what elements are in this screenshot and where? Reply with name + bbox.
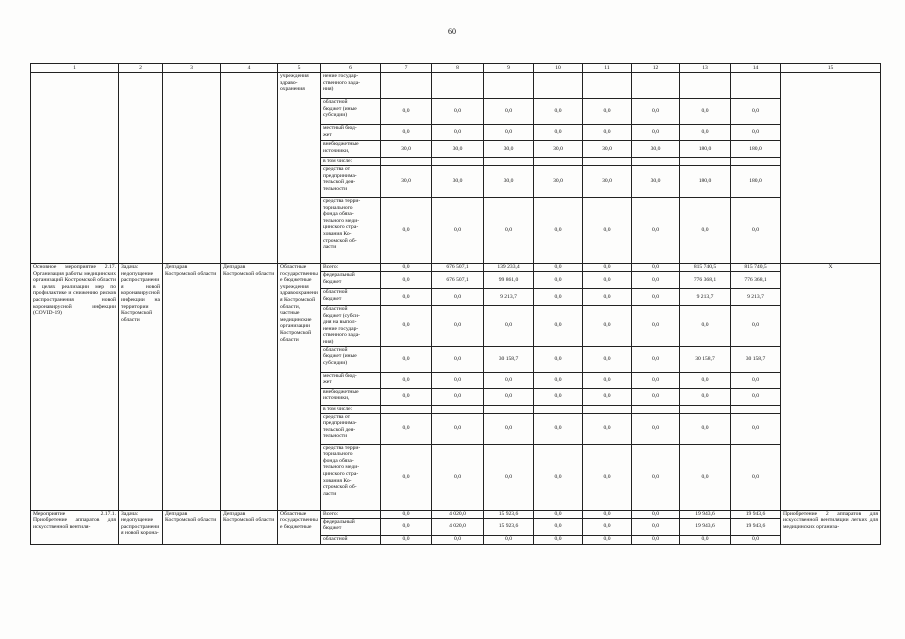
value-cell: 0,0 (583, 198, 632, 264)
value-cell: 0,0 (432, 372, 484, 388)
budget-table (30, 63, 881, 545)
value-cell (534, 405, 583, 413)
value-cell: 9 213,7 (484, 289, 534, 306)
value-cell (381, 158, 432, 166)
top_block-col2 (119, 73, 163, 264)
section_2171-col4: Депздрав Костромской области (221, 510, 278, 544)
column-header-11: 11 (583, 64, 632, 73)
column-header-8: 8 (432, 64, 484, 73)
page-number: 60 (448, 27, 456, 36)
value-cell: 0,0 (680, 444, 731, 510)
value-cell: 0,0 (381, 125, 432, 141)
value-cell: 0,0 (534, 346, 583, 372)
value-cell: 0,0 (381, 306, 432, 347)
section_2171-col15: Приобретение 2 аппаратов для искусственной вентиляции легких для медицинских организа- (781, 510, 881, 544)
column-header-13: 13 (680, 64, 731, 73)
value-cell: 0,0 (381, 264, 432, 272)
value-cell: 0,0 (632, 264, 680, 272)
value-cell: 19 943,6 (680, 518, 731, 535)
value-cell: 0,0 (680, 413, 731, 444)
value-cell: 30,0 (583, 141, 632, 158)
value-cell: 30,0 (632, 141, 680, 158)
section_2171-col2: Задача: недопущение распространения новой корона- (119, 510, 163, 544)
value-cell: 0,0 (534, 372, 583, 388)
value-cell: 0,0 (381, 198, 432, 264)
value-cell: 0,0 (432, 413, 484, 444)
column-header-14: 14 (731, 64, 781, 73)
value-cell: 0,0 (731, 388, 781, 405)
value-cell (731, 73, 781, 99)
column-header-3: 3 (163, 64, 221, 73)
value-cell: 0,0 (680, 306, 731, 347)
value-cell: 0,0 (731, 535, 781, 544)
value-cell: 0,0 (381, 535, 432, 544)
value-cell: 0,0 (632, 388, 680, 405)
value-cell: 0,0 (680, 125, 731, 141)
value-cell: 0,0 (484, 388, 534, 405)
value-cell: 30,0 (534, 166, 583, 198)
value-cell: 30 158,7 (680, 346, 731, 372)
value-cell: 0,0 (632, 518, 680, 535)
section_217-col2: Задача: недопущение распространения новой коронавирусной инфекции на территории Костромской области (119, 264, 163, 511)
value-cell: 30,0 (632, 166, 680, 198)
value-cell (583, 158, 632, 166)
value-cell: 0,0 (534, 444, 583, 510)
funding-source-label: местный бюд- жет (321, 125, 381, 141)
funding-source-label: внебюджетные источники, (321, 388, 381, 405)
value-cell: 0,0 (632, 272, 680, 289)
funding-source-label: в том числе: (321, 405, 381, 413)
section_217-col3: Депздрав Костромской области (163, 264, 221, 511)
value-cell: 30,0 (381, 141, 432, 158)
value-cell: 0,0 (632, 444, 680, 510)
top_block-col5: учреждения здраво- охранения (278, 73, 321, 264)
funding-source-label: Всего: (321, 510, 381, 518)
value-cell: 180,0 (731, 141, 781, 158)
value-cell: 15 923,6 (484, 518, 534, 535)
value-cell (381, 73, 432, 99)
value-cell: 0,0 (632, 125, 680, 141)
value-cell: 0,0 (432, 346, 484, 372)
table-row (31, 510, 881, 518)
column-header-6: 6 (321, 64, 381, 73)
value-cell (484, 158, 534, 166)
value-cell: 0,0 (432, 289, 484, 306)
value-cell: 0,0 (731, 413, 781, 444)
value-cell (680, 73, 731, 99)
value-cell: 0,0 (381, 346, 432, 372)
value-cell (731, 405, 781, 413)
value-cell: 0,0 (432, 535, 484, 544)
section_217-col1: Основное мероприятие 2.17. Организация работы медицинских организаций Костромской области в целях реализации мер по профилактике и снижению рисков распространения новой коронавирусной инфекции (COVID-19) (31, 264, 119, 511)
value-cell: 4 020,0 (432, 518, 484, 535)
value-cell: 0,0 (534, 518, 583, 535)
value-cell: 139 233,4 (484, 264, 534, 272)
value-cell (731, 158, 781, 166)
value-cell: 4 020,0 (432, 510, 484, 518)
value-cell: 19 943,6 (680, 510, 731, 518)
value-cell: 0,0 (583, 125, 632, 141)
value-cell: 0,0 (680, 388, 731, 405)
value-cell: 815 740,5 (731, 264, 781, 272)
value-cell (583, 405, 632, 413)
value-cell (484, 73, 534, 99)
value-cell (381, 405, 432, 413)
value-cell: 0,0 (484, 198, 534, 264)
value-cell: 0,0 (680, 372, 731, 388)
value-cell: 0,0 (432, 125, 484, 141)
value-cell: 0,0 (583, 272, 632, 289)
funding-source-label: средства от предпринима- тельской дея- тельности (321, 413, 381, 444)
funding-source-label: средства терри- ториального фонда обяза- тельного меди- цинского стра- хования Ко- стромской об- ласти (321, 444, 381, 510)
section_2171-col1: Мероприятие 2.17.1. Приобретение аппаратов для искусственной вентиля- (31, 510, 119, 544)
value-cell: 0,0 (731, 444, 781, 510)
value-cell: 776 368,1 (680, 272, 731, 289)
value-cell: 0,0 (534, 198, 583, 264)
value-cell: 0,0 (381, 99, 432, 125)
value-cell: 30,0 (432, 166, 484, 198)
value-cell: 0,0 (583, 510, 632, 518)
section_217-col15: X (781, 264, 881, 511)
value-cell: 0,0 (534, 413, 583, 444)
value-cell: 0,0 (680, 198, 731, 264)
value-cell: 0,0 (632, 346, 680, 372)
value-cell (484, 405, 534, 413)
value-cell: 0,0 (484, 99, 534, 125)
value-cell: 0,0 (632, 510, 680, 518)
funding-source-label: областной бюджет (субси- дия на выпол- нение государ- ственного зада- ния) (321, 306, 381, 347)
value-cell: 9 213,7 (731, 289, 781, 306)
value-cell: 180,0 (680, 166, 731, 198)
value-cell: 0,0 (534, 125, 583, 141)
value-cell: 0,0 (432, 388, 484, 405)
value-cell (680, 158, 731, 166)
funding-source-label: федеральный бюджет (321, 518, 381, 535)
value-cell: 676 507,1 (432, 272, 484, 289)
value-cell: 0,0 (534, 289, 583, 306)
value-cell (432, 73, 484, 99)
value-cell: 0,0 (583, 413, 632, 444)
column-header-15: 15 (781, 64, 881, 73)
value-cell (632, 73, 680, 99)
value-cell: 0,0 (484, 125, 534, 141)
top_block-col1 (31, 73, 119, 264)
value-cell: 0,0 (381, 444, 432, 510)
column-header-2: 2 (119, 64, 163, 73)
section_2171-col5: Областные государственные бюджетные (278, 510, 321, 544)
table-row (31, 264, 881, 272)
value-cell: 676 507,1 (432, 264, 484, 272)
value-cell: 0,0 (484, 535, 534, 544)
value-cell: 0,0 (432, 198, 484, 264)
value-cell (632, 405, 680, 413)
column-header-12: 12 (632, 64, 680, 73)
value-cell: 0,0 (680, 99, 731, 125)
value-cell: 30,0 (484, 166, 534, 198)
value-cell: 0,0 (534, 264, 583, 272)
value-cell: 0,0 (534, 510, 583, 518)
value-cell (680, 405, 731, 413)
value-cell: 0,0 (583, 306, 632, 347)
column-header-row (31, 64, 881, 73)
value-cell: 0,0 (432, 444, 484, 510)
value-cell: 0,0 (381, 388, 432, 405)
value-cell: 180,0 (731, 166, 781, 198)
value-cell: 0,0 (381, 272, 432, 289)
funding-source-label: областной (321, 535, 381, 544)
value-cell: 30,0 (484, 141, 534, 158)
value-cell: 0,0 (731, 99, 781, 125)
column-header-4: 4 (221, 64, 278, 73)
value-cell: 180,0 (680, 141, 731, 158)
value-cell: 0,0 (381, 518, 432, 535)
top_block-col15 (781, 73, 881, 264)
value-cell: 9 213,7 (680, 289, 731, 306)
value-cell: 0,0 (731, 198, 781, 264)
value-cell: 0,0 (632, 289, 680, 306)
value-cell (432, 158, 484, 166)
value-cell: 0,0 (632, 372, 680, 388)
funding-source-label: областной бюджет (иные субсидии) (321, 99, 381, 125)
value-cell: 815 740,5 (680, 264, 731, 272)
value-cell: 0,0 (583, 518, 632, 535)
value-cell: 0,0 (484, 306, 534, 347)
value-cell: 0,0 (432, 306, 484, 347)
value-cell: 0,0 (432, 99, 484, 125)
value-cell: 0,0 (381, 289, 432, 306)
value-cell: 0,0 (583, 346, 632, 372)
value-cell: 30,0 (381, 166, 432, 198)
value-cell: 15 923,6 (484, 510, 534, 518)
funding-source-label: в том числе: (321, 158, 381, 166)
value-cell: 776 368,1 (731, 272, 781, 289)
value-cell: 0,0 (583, 444, 632, 510)
value-cell: 0,0 (632, 413, 680, 444)
funding-source-label: Всего: (321, 264, 381, 272)
value-cell: 0,0 (484, 413, 534, 444)
funding-source-label: местный бюд- жет (321, 372, 381, 388)
value-cell: 0,0 (731, 306, 781, 347)
value-cell: 30 158,7 (484, 346, 534, 372)
column-header-10: 10 (534, 64, 583, 73)
value-cell: 19 943,6 (731, 518, 781, 535)
value-cell (583, 73, 632, 99)
top_block-col4 (221, 73, 278, 264)
value-cell: 0,0 (583, 99, 632, 125)
value-cell: 0,0 (731, 125, 781, 141)
value-cell: 0,0 (632, 99, 680, 125)
value-cell: 0,0 (632, 198, 680, 264)
funding-source-label: нение государ- ственного зада- ния) (321, 73, 381, 99)
value-cell: 0,0 (534, 306, 583, 347)
value-cell (534, 158, 583, 166)
value-cell (632, 158, 680, 166)
column-header-7: 7 (381, 64, 432, 73)
column-header-1: 1 (31, 64, 119, 73)
value-cell: 0,0 (484, 444, 534, 510)
value-cell: 30,0 (534, 141, 583, 158)
value-cell: 0,0 (583, 289, 632, 306)
funding-source-label: средства от предпринима- тельской дея- тельности (321, 166, 381, 198)
column-header-9: 9 (484, 64, 534, 73)
value-cell: 0,0 (381, 510, 432, 518)
value-cell (432, 405, 484, 413)
value-cell: 0,0 (534, 535, 583, 544)
value-cell: 0,0 (632, 535, 680, 544)
value-cell: 30,0 (583, 166, 632, 198)
top_block-col3 (163, 73, 221, 264)
value-cell: 30,0 (432, 141, 484, 158)
funding-source-label: внебюджетные источники, (321, 141, 381, 158)
value-cell: 0,0 (731, 372, 781, 388)
value-cell: 19 943,6 (731, 510, 781, 518)
funding-source-label: федеральный бюджет (321, 272, 381, 289)
value-cell: 0,0 (583, 388, 632, 405)
section_217-col5: Областные государственные бюджетные учреждения здравоохранения Костромской области, частные медицинские организации Костромской области (278, 264, 321, 511)
section_217-col4: Депздрав Костромской области (221, 264, 278, 511)
value-cell: 0,0 (381, 372, 432, 388)
value-cell: 0,0 (534, 388, 583, 405)
value-cell: 0,0 (381, 413, 432, 444)
value-cell: 0,0 (534, 272, 583, 289)
value-cell: 0,0 (680, 535, 731, 544)
funding-source-label: средства терри- ториального фонда обяза- тельного меди- цинского стра- хования Ко- стромской об- ласти (321, 198, 381, 264)
value-cell: 0,0 (583, 372, 632, 388)
value-cell: 0,0 (484, 372, 534, 388)
funding-source-label: областной бюджет (321, 289, 381, 306)
value-cell: 0,0 (632, 306, 680, 347)
column-header-5: 5 (278, 64, 321, 73)
value-cell: 0,0 (583, 535, 632, 544)
funding-source-label: областной бюджет (иные субсидии) (321, 346, 381, 372)
value-cell: 99 861,0 (484, 272, 534, 289)
value-cell: 30 158,7 (731, 346, 781, 372)
table-row (31, 73, 881, 99)
value-cell: 0,0 (583, 264, 632, 272)
value-cell (534, 73, 583, 99)
value-cell: 0,0 (534, 99, 583, 125)
section_2171-col3: Депздрав Костромской области (163, 510, 221, 544)
